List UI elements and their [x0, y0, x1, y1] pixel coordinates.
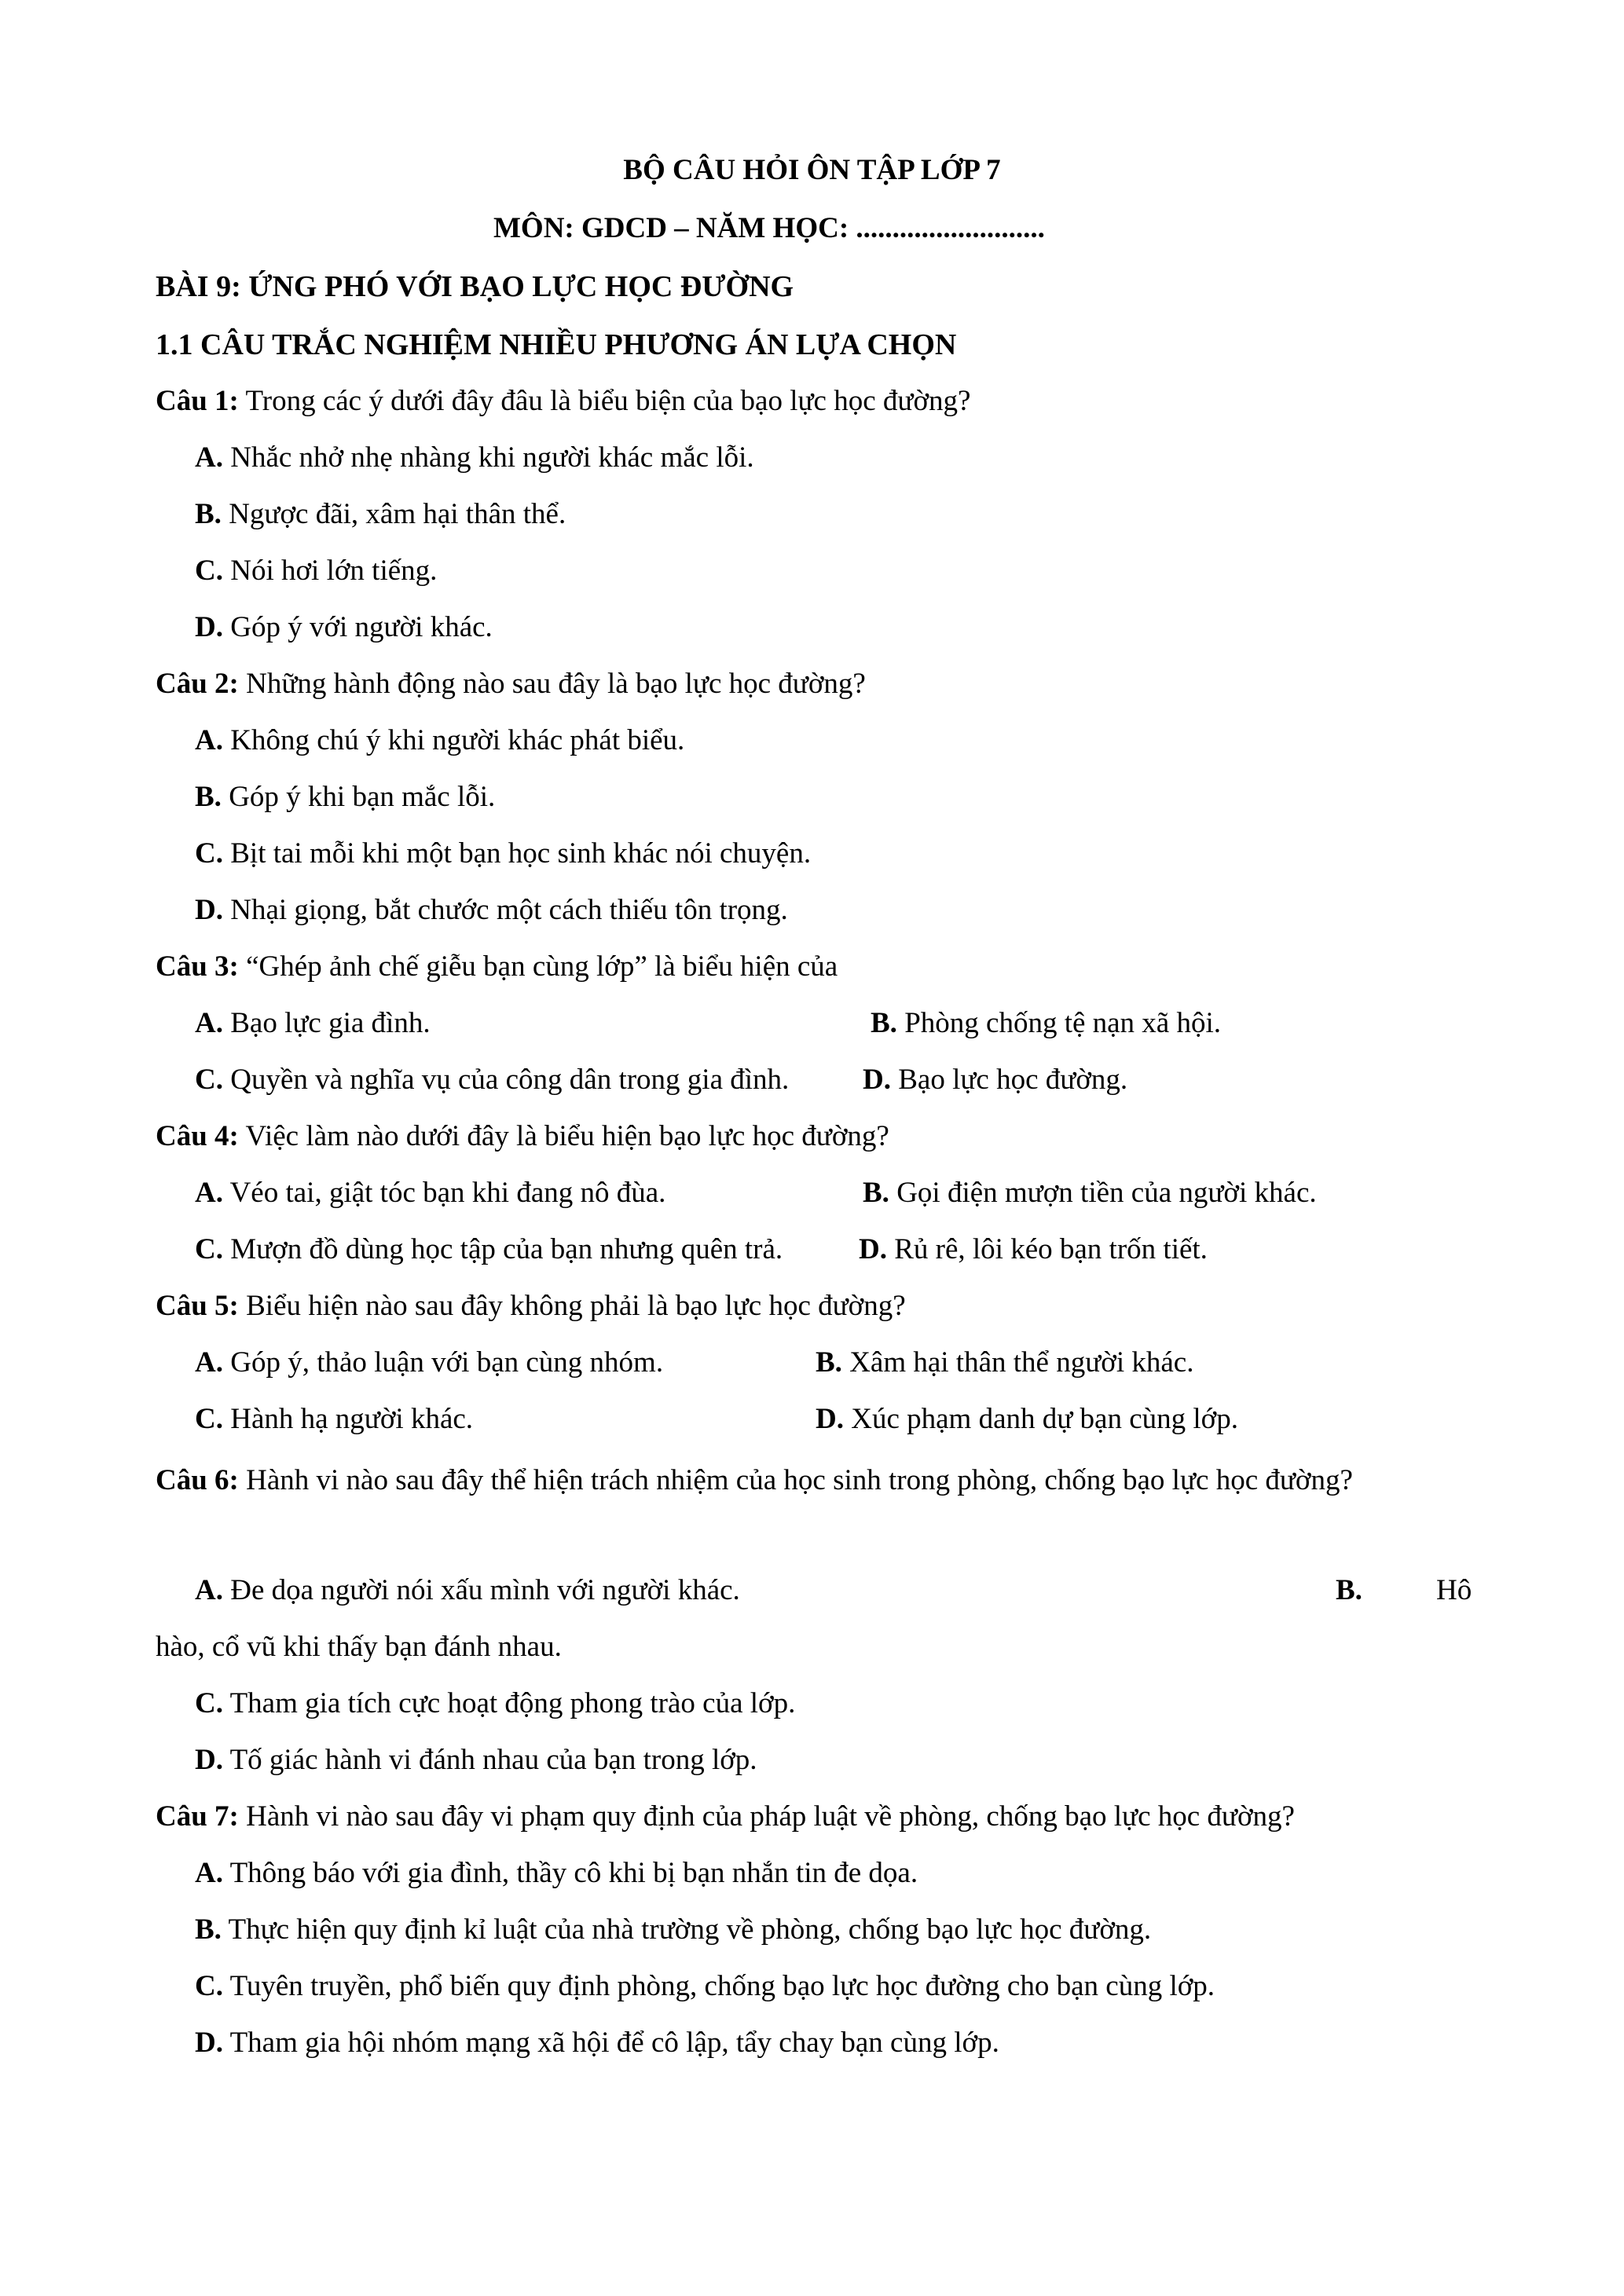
- option-6c: [195, 1684, 795, 1723]
- question-2: [156, 665, 866, 704]
- option-2a: [195, 721, 684, 760]
- option-letter: B.: [195, 1913, 222, 1946]
- option-text: Bịt tai mỗi khi một bạn học sinh khác nói chuyện.: [222, 837, 812, 870]
- option-text: Quyền và nghĩa vụ của công dân trong gia đình.: [222, 1064, 790, 1096]
- question-label: Câu 6:: [156, 1464, 239, 1496]
- question-label: Câu 1:: [156, 385, 239, 417]
- question-text: “Ghép ảnh chế giễu bạn cùng lớp” là biểu hiện của: [238, 950, 838, 983]
- option-letter: A.: [195, 1857, 223, 1889]
- option-letter: D.: [195, 1744, 223, 1776]
- option-3a: [195, 1004, 431, 1043]
- option-2b: [195, 778, 495, 817]
- option-5a: [195, 1343, 663, 1382]
- option-6b-text-continued: hào, cổ vũ khi thấy bạn đánh nhau.: [156, 1631, 562, 1663]
- option-letter: D.: [863, 1064, 891, 1096]
- option-letter: D.: [859, 1233, 887, 1265]
- option-1d: [195, 608, 493, 647]
- question-3: [156, 947, 838, 987]
- option-3d: [863, 1060, 1127, 1100]
- option-letter: A.: [195, 724, 223, 756]
- option-letter: B.: [195, 498, 222, 530]
- lesson-title: BÀI 9: ỨNG PHÓ VỚI BẠO LỰC HỌC ĐƯỜNG: [156, 270, 794, 303]
- question-text: Những hành động nào sau đây là bạo lực học đường?: [238, 668, 866, 700]
- option-2c: [195, 834, 811, 873]
- option-7d: [195, 2023, 999, 2063]
- option-5b: [816, 1343, 1193, 1382]
- option-letter: D.: [195, 611, 223, 643]
- question-text: Việc làm nào dưới đây là biểu hiện bạo lực học đường?: [238, 1120, 889, 1152]
- option-text: Thực hiện quy định kỉ luật của nhà trường về phòng, chống bạo lực học đường.: [221, 1913, 1152, 1946]
- option-6a: [195, 1571, 740, 1610]
- option-letter: A.: [195, 1007, 223, 1039]
- question-label: Câu 7:: [156, 1800, 239, 1833]
- option-letter: D.: [195, 894, 223, 926]
- option-6d: [195, 1741, 757, 1780]
- question-text: Hành vi nào sau đây vi phạm quy định của pháp luật về phòng, chống bạo lực học đường?: [238, 1800, 1295, 1833]
- option-text: Tham gia tích cực hoạt động phong trào của lớp.: [222, 1687, 796, 1719]
- option-6b-text-start: Hô: [1436, 1574, 1472, 1606]
- option-text: Góp ý khi bạn mắc lỗi.: [221, 781, 496, 813]
- option-letter: C.: [195, 1403, 223, 1435]
- option-7b: [195, 1910, 1151, 1950]
- question-7: [156, 1797, 1295, 1836]
- question-label: Câu 3:: [156, 950, 239, 983]
- option-letter: A.: [195, 441, 223, 474]
- question-text: Trong các ý dưới đây đâu là biểu biện của bạo lực học đường?: [238, 385, 971, 417]
- option-4d: [859, 1230, 1208, 1269]
- option-4b: [863, 1174, 1317, 1213]
- option-letter: C.: [195, 1064, 223, 1096]
- option-text: Rủ rê, lôi kéo bạn trốn tiết.: [886, 1233, 1208, 1265]
- subject-line: MÔN: GDCD – NĂM HỌC: ..........................: [493, 212, 1045, 244]
- option-7c: [195, 1967, 1215, 2006]
- question-4: [156, 1117, 889, 1156]
- option-1b: [195, 495, 566, 534]
- option-text: Góp ý, thảo luận với bạn cùng nhóm.: [222, 1346, 664, 1379]
- option-letter: B.: [195, 781, 222, 813]
- option-1c: [195, 551, 437, 591]
- option-3b: [871, 1004, 1221, 1043]
- option-text: Thông báo với gia đình, thầy cô khi bị bạn nhắn tin đe dọa.: [222, 1857, 918, 1889]
- option-letter: C.: [195, 837, 223, 870]
- option-5d: [816, 1400, 1238, 1439]
- question-label: Câu 2:: [156, 668, 239, 700]
- question-text: Biểu hiện nào sau đây không phải là bạo lực học đường?: [238, 1290, 906, 1322]
- option-letter: C.: [195, 1233, 223, 1265]
- question-1: [156, 382, 970, 421]
- option-letter: B.: [863, 1177, 889, 1209]
- option-text: Gọi điện mượn tiền của người khác.: [889, 1177, 1317, 1209]
- option-text: Ngược đãi, xâm hại thân thể.: [221, 498, 566, 530]
- option-text: Nhại giọng, bắt chước một cách thiếu tôn trọng.: [222, 894, 788, 926]
- option-text: Bạo lực học đường.: [890, 1064, 1128, 1096]
- option-text: Xúc phạm danh dự bạn cùng lớp.: [843, 1403, 1238, 1435]
- option-letter: A.: [195, 1346, 223, 1379]
- option-letter: A.: [195, 1177, 223, 1209]
- option-6b-letter: B.: [1336, 1574, 1362, 1606]
- question-label: Câu 4:: [156, 1120, 239, 1152]
- option-letter: C.: [195, 1687, 223, 1719]
- option-letter: D.: [816, 1403, 844, 1435]
- option-text: Hành hạ người khác.: [222, 1403, 474, 1435]
- question-label: Câu 5:: [156, 1290, 239, 1322]
- option-7a: [195, 1854, 918, 1893]
- option-text: Nói hơi lớn tiếng.: [222, 555, 438, 587]
- option-text: Đe dọa người nói xấu mình với người khác.: [222, 1574, 740, 1606]
- option-text: Phòng chống tệ nạn xã hội.: [896, 1007, 1222, 1039]
- option-text: Không chú ý khi người khác phát biểu.: [222, 724, 685, 756]
- option-letter: C.: [195, 1970, 223, 2002]
- option-text: Véo tai, giật tóc bạn khi đang nô đùa.: [222, 1177, 666, 1209]
- option-letter: B.: [871, 1007, 897, 1039]
- option-2d: [195, 891, 788, 930]
- option-letter: B.: [816, 1346, 842, 1379]
- document-title: BỘ CÂU HỎI ÔN TẬP LỚP 7: [623, 154, 1001, 186]
- option-letter: A.: [195, 1574, 223, 1606]
- option-text: Tham gia hội nhóm mạng xã hội để cô lập, tẩy chay bạn cùng lớp.: [222, 2027, 999, 2059]
- option-text: Xâm hại thân thể người khác.: [841, 1346, 1194, 1379]
- option-text: Tuyên truyền, phổ biến quy định phòng, chống bạo lực học đường cho bạn cùng lớp.: [222, 1970, 1215, 2002]
- option-text: Tố giác hành vi đánh nhau của bạn trong lớp.: [222, 1744, 757, 1776]
- option-5c: [195, 1400, 473, 1439]
- option-3c: [195, 1060, 789, 1100]
- option-letter: D.: [195, 2027, 223, 2059]
- question-6: [156, 1452, 1469, 1509]
- option-text: Góp ý với người khác.: [222, 611, 493, 643]
- option-letter: C.: [195, 555, 223, 587]
- question-text: Hành vi nào sau đây thể hiện trách nhiệm của học sinh trong phòng, chống bạo lực học đường?: [238, 1464, 1353, 1496]
- question-5: [156, 1287, 906, 1326]
- section-title: 1.1 CÂU TRẮC NGHIỆM NHIỀU PHƯƠNG ÁN LỰA CHỌN: [156, 328, 957, 361]
- option-text: Mượn đồ dùng học tập của bạn nhưng quên trả.: [222, 1233, 783, 1265]
- option-4a: [195, 1174, 665, 1213]
- option-4c: [195, 1230, 783, 1269]
- option-text: Nhắc nhở nhẹ nhàng khi người khác mắc lỗi.: [222, 441, 754, 474]
- option-text: Bạo lực gia đình.: [222, 1007, 431, 1039]
- option-1a: [195, 438, 754, 478]
